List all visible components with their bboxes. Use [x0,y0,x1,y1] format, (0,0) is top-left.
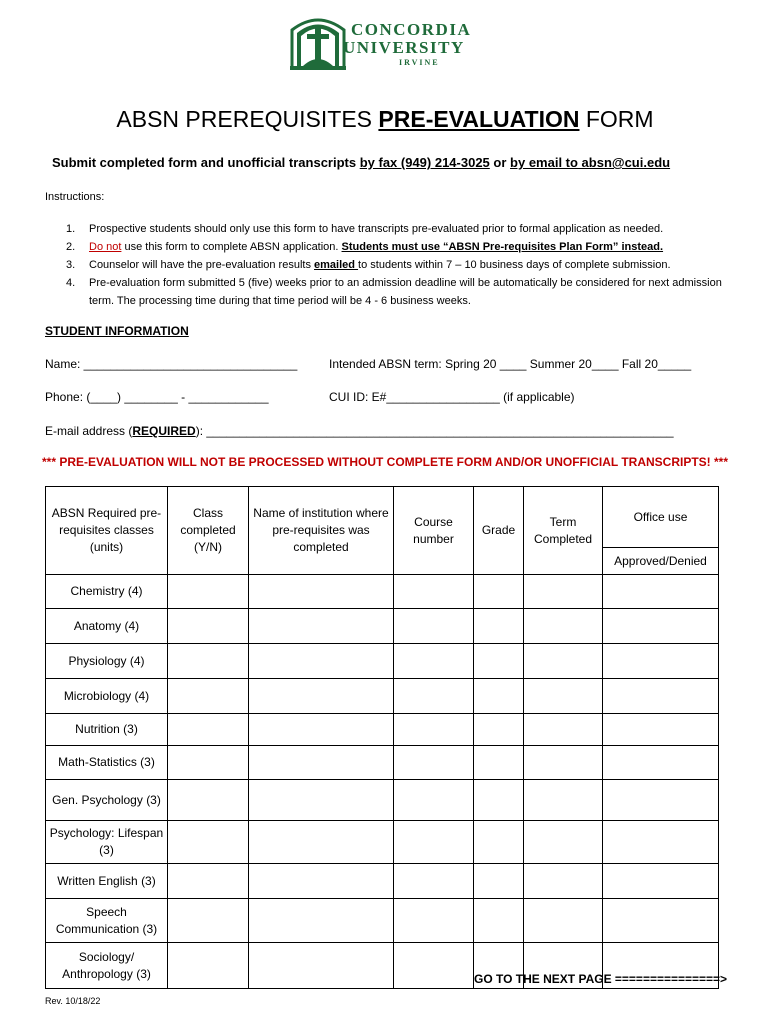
fax-link[interactable]: by fax (949) 214-3025 [359,155,490,170]
cell-institution[interactable] [249,714,394,746]
cell-office[interactable] [603,609,719,644]
intended-term-field[interactable]: Intended ABSN term: Spring 20 ____ Summer 20____ Fall 20_____ [329,357,692,371]
list-item [45,256,725,274]
cell-completed[interactable] [168,780,249,821]
name-field[interactable]: Name: ________________________________ [45,357,298,371]
list-item [45,220,725,238]
header-term: Term Completed [524,487,603,575]
table-row [46,679,719,714]
row-class: Written English (3) [46,864,168,899]
header-course: Course number [394,487,474,575]
cell-office[interactable] [603,899,719,943]
header-completed: Class completed (Y/N) [168,487,249,575]
cell-term[interactable] [524,679,603,714]
table-row [46,899,719,943]
cell-course[interactable] [394,864,474,899]
table-row [46,746,719,780]
item-text: to students within 7 – 10 business days of complete submission. [358,259,671,271]
logo-irvine: IRVINE [399,58,440,67]
table-row [46,780,719,821]
cell-completed[interactable] [168,575,249,609]
cell-course[interactable] [394,943,474,989]
cell-term[interactable] [524,864,603,899]
table-header-row [46,487,719,548]
cell-course[interactable] [394,714,474,746]
cell-institution[interactable] [249,644,394,679]
email-label: E-mail address ( [45,424,133,438]
cell-course[interactable] [394,575,474,609]
cell-completed[interactable] [168,679,249,714]
cell-term[interactable] [524,780,603,821]
cell-office[interactable] [603,714,719,746]
title-part1: ABSN PREREQUISITES [116,106,379,132]
cell-office[interactable] [603,780,719,821]
table-row [46,821,719,864]
email-line: ): ______________________________________________________________________ [195,424,674,438]
cell-office[interactable] [603,864,719,899]
title-part3: FORM [579,106,654,132]
cell-term[interactable] [524,575,603,609]
cell-completed[interactable] [168,821,249,864]
cell-grade[interactable] [474,714,524,746]
list-item [45,274,725,310]
title-part2: PRE-EVALUATION [378,106,580,132]
header-classes: ABSN Required pre-requisites classes (units) [46,487,168,575]
cell-institution[interactable] [249,609,394,644]
submit-instructions [52,155,670,170]
item-number: 3. [66,259,76,271]
warning-banner: *** PRE-EVALUATION WILL NOT BE PROCESSED WITHOUT COMPLETE FORM AND/OR UNOFFICIAL TRANSCRIPTS! *** [41,455,728,469]
cell-course[interactable] [394,679,474,714]
cell-course[interactable] [394,821,474,864]
cui-id-field[interactable]: CUI ID: E#_________________ (if applicable) [329,390,575,404]
prerequisites-table [45,486,719,989]
item-number: 2. [66,241,76,253]
cell-office[interactable] [603,575,719,609]
cell-office[interactable] [603,821,719,864]
instructions-label: Instructions: [45,191,105,203]
row-class: Chemistry (4) [46,575,168,609]
table-row [46,575,719,609]
cell-completed[interactable] [168,864,249,899]
cell-institution[interactable] [249,780,394,821]
cell-completed[interactable] [168,899,249,943]
cell-completed[interactable] [168,609,249,644]
item-number: 4. [66,277,76,289]
concordia-seal-icon [288,14,348,70]
cell-institution[interactable] [249,746,394,780]
cell-course[interactable] [394,609,474,644]
cell-course[interactable] [394,644,474,679]
list-item [45,238,725,256]
item-text: Counselor will have the pre-evaluation results [89,259,315,271]
cell-grade[interactable] [474,746,524,780]
do-not-text: Do not [89,241,122,253]
cell-grade[interactable] [474,780,524,821]
cell-grade[interactable] [474,644,524,679]
plan-form-note: Students must use “ABSN Pre-requisites Plan Form” instead. [341,241,664,253]
email-link[interactable]: by email to absn@cui.edu [510,155,671,170]
header-office-use: Office use [603,487,719,548]
cell-institution[interactable] [249,821,394,864]
email-field[interactable] [45,424,674,438]
cell-office[interactable] [603,746,719,780]
instructions-list [45,220,725,310]
cell-term[interactable] [524,821,603,864]
phone-field[interactable]: Phone: (____) ________ - ____________ [45,390,269,404]
emailed-text: emailed [314,259,359,271]
table-row [46,864,719,899]
item-text: Prospective students should only use this form to have transcripts pre-evaluated prior to formal application as needed. [89,223,664,235]
row-class: Microbiology (4) [46,679,168,714]
cell-term[interactable] [524,609,603,644]
cell-institution[interactable] [249,864,394,899]
cell-grade[interactable] [474,899,524,943]
row-class: Sociology/ Anthropology (3) [46,943,168,989]
required-label: REQUIRED [132,424,196,438]
table-row [46,609,719,644]
row-class: Physiology (4) [46,644,168,679]
cell-grade[interactable] [474,821,524,864]
cell-term[interactable] [524,714,603,746]
table-row [46,644,719,679]
row-class: Nutrition (3) [46,714,168,746]
cell-completed[interactable] [168,746,249,780]
cell-grade[interactable] [474,864,524,899]
submit-text: Submit completed form and unofficial transcripts [52,155,360,170]
university-logo [288,14,488,70]
cell-grade[interactable] [474,609,524,644]
header-institution: Name of institution where pre-requisites was completed [249,487,394,575]
cell-grade[interactable] [474,679,524,714]
cell-office[interactable] [603,679,719,714]
cell-course[interactable] [394,780,474,821]
header-grade: Grade [474,487,524,575]
cell-course[interactable] [394,746,474,780]
table-row [46,714,719,746]
cell-institution[interactable] [249,575,394,609]
page-title [0,106,770,133]
submit-or: or [489,155,511,170]
cell-completed[interactable] [168,714,249,746]
cell-office[interactable] [603,644,719,679]
cell-course[interactable] [394,899,474,943]
revision-date: Rev. 10/18/22 [45,996,101,1006]
cell-grade[interactable] [474,575,524,609]
next-page-link[interactable]: GO TO THE NEXT PAGE ===============> [474,972,728,986]
student-info-heading: STUDENT INFORMATION [45,324,189,338]
cell-term[interactable] [524,746,603,780]
cell-completed[interactable] [168,644,249,679]
row-class: Anatomy (4) [46,609,168,644]
header-approved: Approved/Denied [603,548,719,575]
row-class: Gen. Psychology (3) [46,780,168,821]
logo-concordia: CONCORDIA [351,20,472,39]
cell-institution[interactable] [249,943,394,989]
logo-university: UNIVERSITY [343,38,465,57]
item-number: 1. [66,223,76,235]
row-class: Speech Communication (3) [46,899,168,943]
cell-institution[interactable] [249,679,394,714]
cell-completed[interactable] [168,943,249,989]
row-class: Math-Statistics (3) [46,746,168,780]
cell-institution[interactable] [249,899,394,943]
item-text: Pre-evaluation form submitted 5 (five) weeks prior to an admission deadline will be automatically be considered for next admission term. The processing time during that time period will be 4 - 6 business weeks. [89,277,722,307]
row-class: Psychology: Lifespan (3) [46,821,168,864]
cell-term[interactable] [524,899,603,943]
item-text: use this form to complete ABSN application. [121,241,342,253]
cell-term[interactable] [524,644,603,679]
